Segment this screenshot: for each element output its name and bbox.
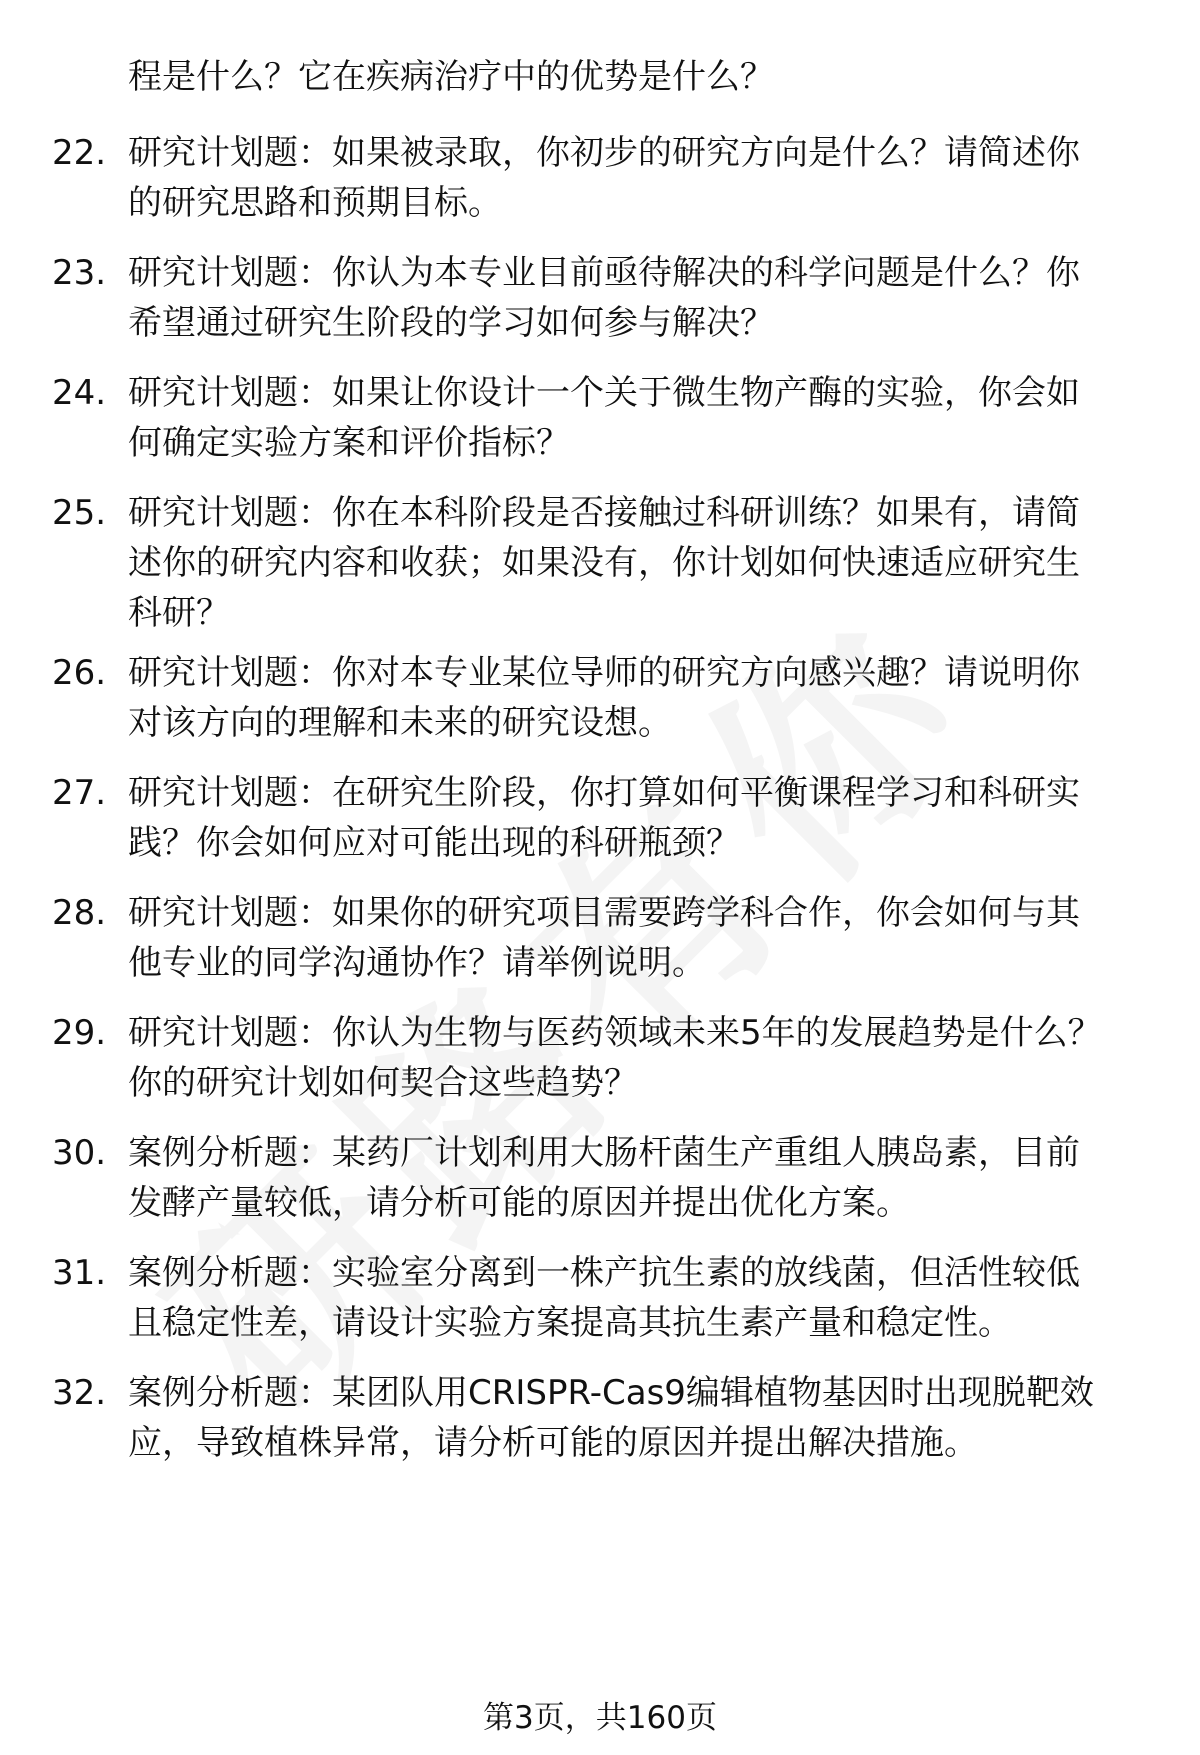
question-number: 31.	[52, 1253, 107, 1293]
question-text-line: 且稳定性差，请设计实验方案提高其抗生素产量和稳定性。	[128, 1303, 1012, 1343]
question-number: 29.	[52, 1013, 107, 1053]
question-text-line: 研究计划题：你认为本专业目前亟待解决的科学问题是什么？你	[128, 253, 1080, 293]
question-text	[128, 488, 1138, 638]
question-text	[128, 248, 1138, 348]
question-text-line: 案例分析题：某团队用CRISPR-Cas9编辑植物基因时出现脱靶效	[128, 1373, 1094, 1413]
question-text-line: 的研究思路和预期目标。	[128, 183, 502, 223]
question-text-line: 述你的研究内容和收获；如果没有，你计划如何快速适应研究生	[128, 543, 1080, 583]
question-number: 23.	[52, 253, 107, 293]
question-number: 32.	[52, 1373, 107, 1413]
question-text	[128, 1128, 1138, 1228]
question-number: 22.	[52, 133, 107, 173]
question-text-line: 践？你会如何应对可能出现的科研瓶颈？	[128, 823, 740, 863]
question-text-line: 研究计划题：如果让你设计一个关于微生物产酶的实验，你会如	[128, 373, 1080, 413]
question-number: 27.	[52, 773, 107, 813]
question-text-line: 何确定实验方案和评价指标？	[128, 423, 570, 463]
page-footer: 第3页，共160页	[483, 1700, 717, 1736]
question-text	[128, 1368, 1138, 1468]
continuation-line: 程是什么？它在疾病治疗中的优势是什么？	[128, 57, 774, 97]
question-text	[128, 648, 1138, 748]
question-text-line: 研究计划题：如果被录取，你初步的研究方向是什么？请简述你	[128, 133, 1080, 173]
question-text-line: 研究计划题：你在本科阶段是否接触过科研训练？如果有，请简	[128, 493, 1080, 533]
question-number: 26.	[52, 653, 107, 693]
question-text-line: 研究计划题：如果你的研究项目需要跨学科合作，你会如何与其	[128, 893, 1080, 933]
question-text	[128, 768, 1138, 868]
question-text-line: 发酵产量较低，请分析可能的原因并提出优化方案。	[128, 1183, 910, 1223]
question-number: 24.	[52, 373, 107, 413]
question-number: 25.	[52, 493, 107, 533]
question-text-line: 希望通过研究生阶段的学习如何参与解决？	[128, 303, 774, 343]
question-text-line: 应，导致植株异常，请分析可能的原因并提出解决措施。	[128, 1423, 978, 1463]
question-text	[128, 1248, 1138, 1348]
question-text-line: 研究计划题：你认为生物与医药领域未来5年的发展趋势是什么？	[128, 1013, 1102, 1053]
question-text-line: 他专业的同学沟通协作？请举例说明。	[128, 943, 706, 983]
question-text	[128, 128, 1138, 228]
question-text-line: 对该方向的理解和未来的研究设想。	[128, 703, 672, 743]
question-text-line: 案例分析题：某药厂计划利用大肠杆菌生产重组人胰岛素，目前	[128, 1133, 1080, 1173]
question-text-line: 你的研究计划如何契合这些趋势？	[128, 1063, 638, 1103]
question-text	[128, 368, 1138, 468]
question-number: 30.	[52, 1133, 107, 1173]
question-text-line: 案例分析题：实验室分离到一株产抗生素的放线菌，但活性较低	[128, 1253, 1080, 1293]
question-text	[128, 888, 1138, 988]
question-number: 28.	[52, 893, 107, 933]
question-text-line: 科研？	[128, 593, 230, 633]
question-text-line: 研究计划题：你对本专业某位导师的研究方向感兴趣？请说明你	[128, 653, 1080, 693]
question-text	[128, 1008, 1138, 1108]
question-text-line: 研究计划题：在研究生阶段，你打算如何平衡课程学习和科研实	[128, 773, 1080, 813]
